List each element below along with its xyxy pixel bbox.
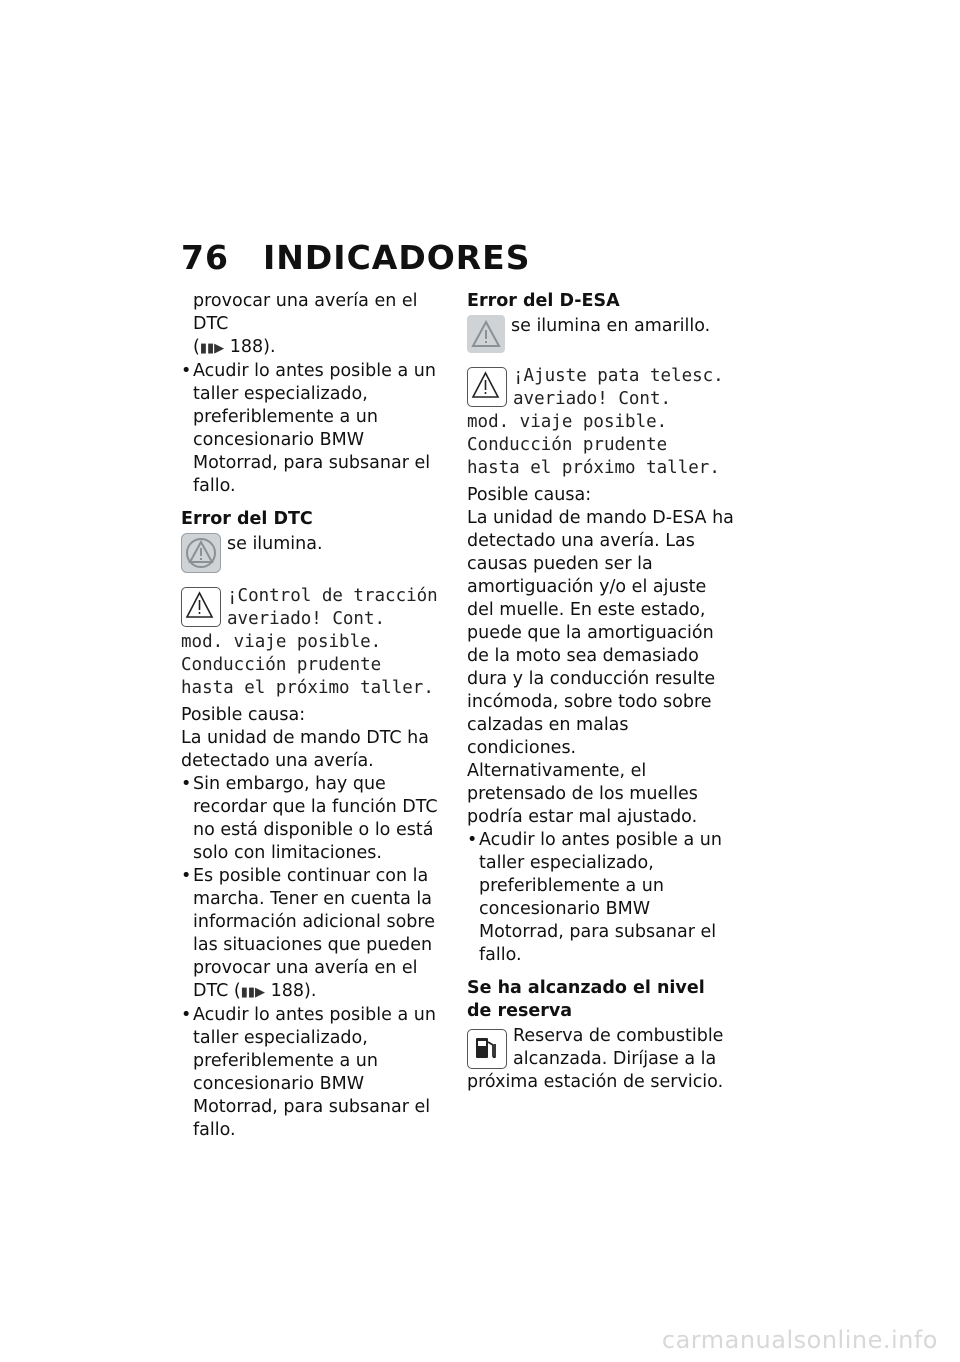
bullet-function-limited: • Sin embargo, hay que recordar que la función DTC no está disponible o lo está solo con limitaciones. — [181, 773, 449, 865]
cause-label: Posible causa: — [467, 485, 592, 505]
page-title: INDICADORES — [263, 238, 531, 277]
warning-triangle-icon — [181, 587, 221, 627]
cause-text: La unidad de mando D-ESA ha detectado una avería. Las causas pueden ser la amortiguación y/o el ajuste del muelle. En este estado, puede que la amortiguación de la moto sea demasiado dura y la conducción resulte incómoda, sobre todo sobre calzadas en malas condiciones. Alternativamente, el pretensado de los muelles podría estar mal ajustado. — [467, 508, 734, 827]
page-header — [181, 238, 531, 277]
intro-continuation: provocar una avería en el DTC — [193, 291, 418, 334]
bullet-visit-workshop-2: • Acudir lo antes posible a un taller especializado, preferiblemente a un concesionario BMW Motorrad, para subsanar el fallo. — [181, 1004, 449, 1142]
dtc-warning-icon — [181, 533, 221, 573]
desa-display-message: ¡Ajuste pata telesc. averiado! Cont. mod. viaje posible. Conducción prudente hasta el próximo taller. — [467, 366, 724, 478]
dtc-display-message: ¡Control de tracción averiado! Cont. mod. viaje posible. Conducción prudente hasta el próximo taller. — [181, 586, 438, 698]
cause-label: Posible causa: — [181, 705, 306, 725]
reserve-block — [467, 1025, 735, 1094]
right-column — [467, 290, 735, 1094]
desa-heading: Error del D-ESA — [467, 291, 620, 311]
reserve-text: Reserva de combustible alcanzada. Diríjase a la próxima estación de servicio. — [467, 1026, 724, 1092]
bullet-visit-workshop: • Acudir lo antes posible a un taller especializado, preferiblemente a un concesionario BMW Motorrad, para subsanar el fallo. — [467, 829, 735, 967]
dtc-lights-text: se ilumina. — [227, 534, 323, 554]
warning-triangle-icon — [467, 367, 507, 407]
page-number: 76 — [181, 238, 229, 277]
desa-warning-icon — [467, 315, 505, 353]
reserve-heading: Se ha alcanzado el nivel de reserva — [467, 978, 705, 1021]
desa-lights-text: se ilumina en amarillo. — [511, 316, 711, 336]
intro-reference: (▮▮▶ 188). — [193, 337, 276, 357]
arrow-ref-icon: ▮▮▶ — [240, 985, 266, 1000]
left-column — [181, 290, 449, 1142]
watermark: carmanualsonline.info — [661, 1326, 938, 1354]
bullet-visit-workshop: • Acudir lo antes posible a un taller especializado, preferiblemente a un concesionario BMW Motorrad, para subsanar el fallo. — [181, 360, 449, 498]
arrow-ref-icon: ▮▮▶ — [199, 341, 225, 356]
cause-text: La unidad de mando DTC ha detectado una avería. — [181, 728, 429, 771]
dtc-heading: Error del DTC — [181, 509, 313, 529]
fuel-pump-icon — [467, 1029, 507, 1069]
bullet-continue-riding: • Es posible continuar con la marcha. Tener en cuenta la información adicional sobre las situaciones que pueden provocar una avería en el DTC (▮▮▶ 188). — [181, 865, 449, 1004]
